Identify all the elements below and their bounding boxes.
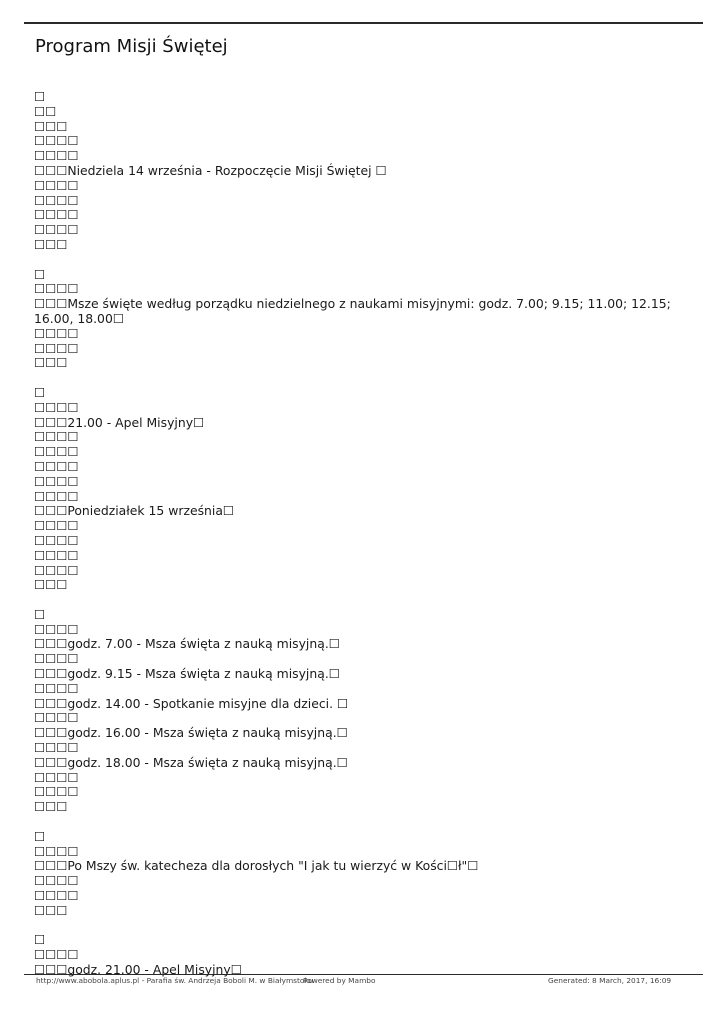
page-title: Program Misji Świętej	[35, 36, 228, 57]
blank-line	[34, 815, 684, 830]
text-line: ☐☐☐☐	[34, 680, 79, 696]
document-body	[34, 90, 684, 978]
text-line: ☐	[34, 266, 46, 282]
text-line: ☐☐☐☐	[34, 148, 79, 164]
text-line: ☐☐☐godz. 9.15 - Msza święta z nauką misyjną.☐	[34, 666, 340, 682]
text-line: ☐☐	[34, 103, 57, 119]
text-line: ☐☐☐☐	[34, 710, 79, 726]
text-line: ☐☐☐godz. 16.00 - Msza święta z nauką misyjną.☐	[34, 725, 348, 741]
text-line: ☐☐☐	[34, 355, 68, 371]
text-line: ☐☐☐☐	[34, 340, 79, 356]
text-line: ☐☐☐☐	[34, 651, 79, 667]
text-line: ☐☐☐☐	[34, 488, 79, 504]
footer-generated-date: Generated: 8 March, 2017, 16:09	[548, 976, 672, 985]
text-line: ☐☐☐	[34, 577, 68, 593]
footer-rule	[24, 974, 703, 975]
text-line: ☐	[34, 384, 46, 400]
text-line: ☐☐☐☐	[34, 562, 79, 578]
text-line: ☐	[34, 606, 46, 622]
text-line: ☐☐☐☐	[34, 532, 79, 548]
text-line: ☐☐☐godz. 7.00 - Msza święta z nauką misyjną.☐	[34, 636, 340, 652]
text-line: ☐☐☐☐	[34, 784, 79, 800]
text-line: ☐☐☐☐	[34, 518, 79, 534]
text-line: ☐☐☐☐	[34, 621, 79, 637]
blank-line	[34, 253, 684, 268]
text-line: ☐☐☐☐	[34, 873, 79, 889]
text-line: ☐☐☐☐	[34, 769, 79, 785]
text-line: ☐☐☐☐	[34, 458, 79, 474]
text-line: ☐☐☐	[34, 902, 68, 918]
text-line: ☐☐☐☐	[34, 444, 79, 460]
text-line: ☐☐☐☐	[34, 325, 79, 341]
text-line: ☐☐☐☐	[34, 843, 79, 859]
text-line: ☐☐☐☐	[34, 429, 79, 445]
text-line: ☐☐☐☐	[34, 222, 79, 238]
text-line: ☐☐☐Poniedziałek 15 września☐	[34, 503, 235, 519]
blank-line	[34, 919, 684, 934]
text-line: ☐☐☐godz. 18.00 - Msza święta z nauką misyjną.☐	[34, 754, 348, 770]
text-line: ☐☐☐☐	[34, 177, 79, 193]
footer-source-url: http://www.abobola.aplus.pl - Parafia św. Andrzeja Boboli M. w Białymstoku	[36, 976, 314, 985]
text-line: ☐☐☐godz. 14.00 - Spotkanie misyjne dla dzieci. ☐	[34, 695, 349, 711]
header-rule	[24, 22, 703, 24]
blank-line	[34, 593, 684, 608]
text-line: ☐☐☐☐	[34, 281, 79, 297]
text-line: ☐☐☐☐	[34, 399, 79, 415]
text-line: ☐☐☐godz. 21.00 - Apel Misyjny☐	[34, 962, 242, 978]
text-line: ☐☐☐☐	[34, 947, 79, 963]
text-line: ☐☐☐Msze święte według porządku niedzielnego z naukami misyjnymi: godz. 7.00; 9.15; 11.00; 12.15; 16.00, 18.00☐	[34, 296, 671, 326]
text-line: ☐☐☐☐	[34, 740, 79, 756]
text-line: ☐☐☐☐	[34, 547, 79, 563]
text-line: ☐☐☐Po Mszy św. katecheza dla dorosłych "I jak tu wierzyć w Kości☐ł"☐	[34, 858, 479, 874]
text-line: ☐☐☐	[34, 799, 68, 815]
text-line: ☐☐☐☐	[34, 207, 79, 223]
text-line: ☐☐☐☐	[34, 192, 79, 208]
text-line: ☐☐☐21.00 - Apel Misyjny☐	[34, 414, 205, 430]
text-line: ☐	[34, 932, 46, 948]
text-line: ☐☐☐Niedziela 14 września - Rozpoczęcie Misji Świętej ☐	[34, 162, 387, 178]
text-line: ☐	[34, 828, 46, 844]
text-line: ☐☐☐	[34, 118, 68, 134]
blank-line	[34, 371, 684, 386]
text-line: ☐☐☐☐	[34, 133, 79, 149]
text-line: ☐☐☐☐	[34, 888, 79, 904]
footer-powered-by: Powered by Mambo	[303, 976, 376, 985]
text-line: ☐☐☐☐	[34, 473, 79, 489]
text-line: ☐☐☐	[34, 236, 68, 252]
text-line: ☐	[34, 89, 46, 104]
